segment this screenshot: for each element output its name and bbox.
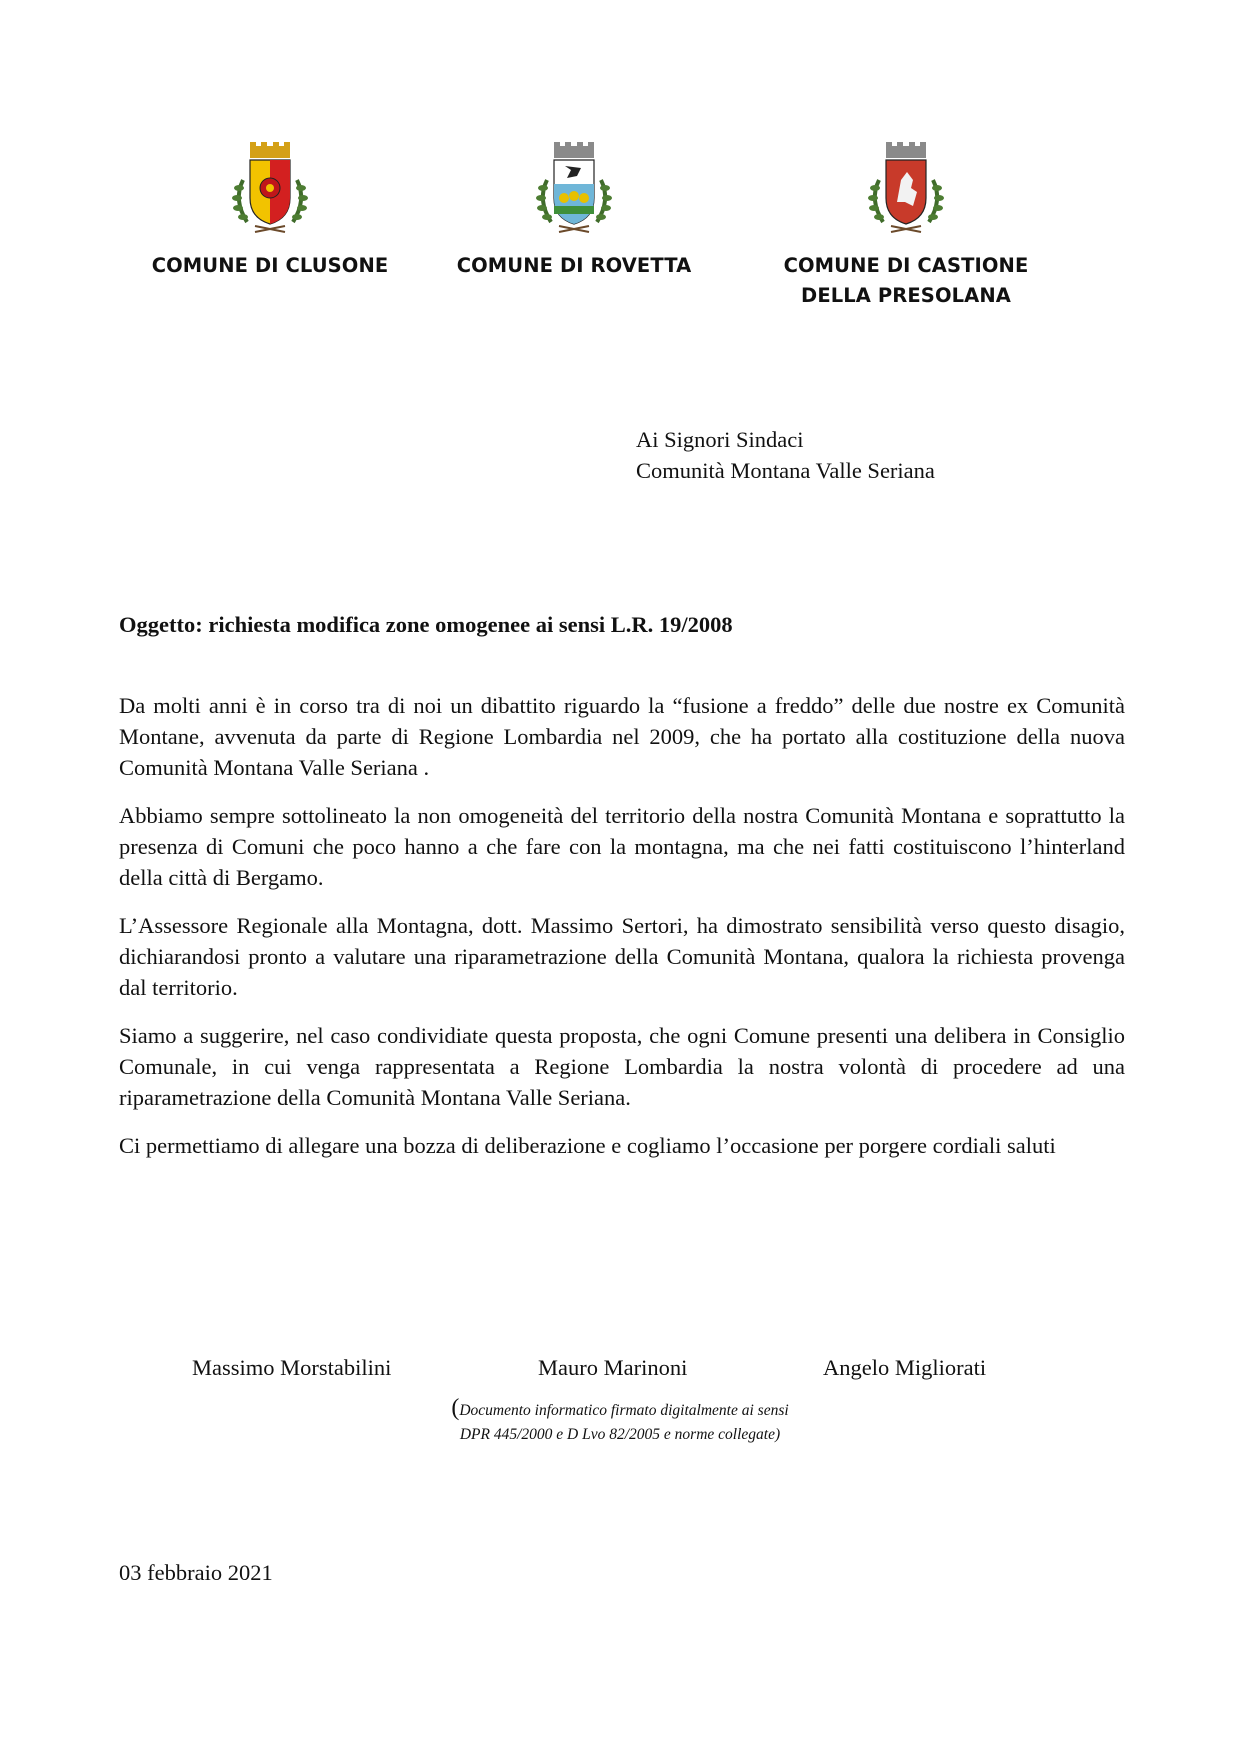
header-comune-rovetta: [424, 140, 724, 281]
note-open-paren: (: [451, 1395, 460, 1421]
comune-name-line1: COMUNE DI CASTIONE: [783, 254, 1029, 277]
comune-name: COMUNE DI CLUSONE: [151, 254, 389, 277]
signer-name-2: Mauro Marinoni: [538, 1355, 688, 1380]
body-paragraph: L’Assessore Regionale alla Montagna, dott. Massimo Sertori, ha dimostrato sensibilità verso questo disagio, dichiarandosi pronto a valutare una riparametrazione della Comunità Montana, qualora la richiesta provenga dal territorio.: [119, 913, 1125, 1000]
signer-name-3: Angelo Migliorati: [823, 1355, 987, 1380]
signer-name-1: Massimo Morstabilini: [192, 1355, 392, 1380]
rovetta-coat-of-arms-icon: [529, 140, 619, 235]
clusone-coat-of-arms-icon: [225, 140, 315, 235]
body-paragraph: Abbiamo sempre sottolineato la non omogeneità del territorio della nostra Comunità Montana e soprattutto la presenza di Comuni che poco hanno a che fare con la montagna, ma che nei fatti costituiscono l’hinterland della città di Bergamo.: [119, 803, 1125, 890]
note-line1: Documento informatico firmato digitalmente ai sensi: [459, 1402, 789, 1419]
comune-name: COMUNE DI ROVETTA: [456, 254, 692, 277]
body-paragraph: Ci permettiamo di allegare una bozza di deliberazione e cogliamo l’occasione per porgere cordiali saluti: [119, 1133, 1056, 1158]
letter-date: 03 febbraio 2021: [119, 1560, 273, 1585]
recipient-line2: Comunità Montana Valle Seriana: [636, 458, 935, 483]
header-comune-clusone: [120, 140, 420, 281]
subject-line: Oggetto: richiesta modifica zone omogenee ai sensi L.R. 19/2008: [119, 612, 733, 637]
castione-coat-of-arms-icon: [861, 140, 951, 235]
recipient-line1: Ai Signori Sindaci: [636, 427, 804, 452]
note-line2: DPR 445/2000 e D Lvo 82/2005 e norme collegate): [459, 1426, 781, 1443]
body-paragraph: Da molti anni è in corso tra di noi un dibattito riguardo la “fusione a freddo” delle due nostre ex Comunità Montane, avvenuta da parte di Regione Lombardia nel 2009, che ha portato alla costituzione della nuova Comunità Montana Valle Seriana .: [119, 693, 1125, 780]
recipient-block: [636, 424, 935, 486]
digital-signature-note: [300, 1396, 940, 1447]
body-paragraph: Siamo a suggerire, nel caso condividiate questa proposta, che ogni Comune presenti una delibera in Consiglio Comunale, in cui venga rappresentata a Regione Lombardia la nostra volontà di procedere ad una riparametrazione della Comunità Montana Valle Seriana.: [119, 1023, 1125, 1110]
comune-name-line2: DELLA PRESOLANA: [801, 284, 1011, 307]
letter-body: [119, 690, 1125, 1178]
header-comune-castione: [756, 140, 1056, 311]
